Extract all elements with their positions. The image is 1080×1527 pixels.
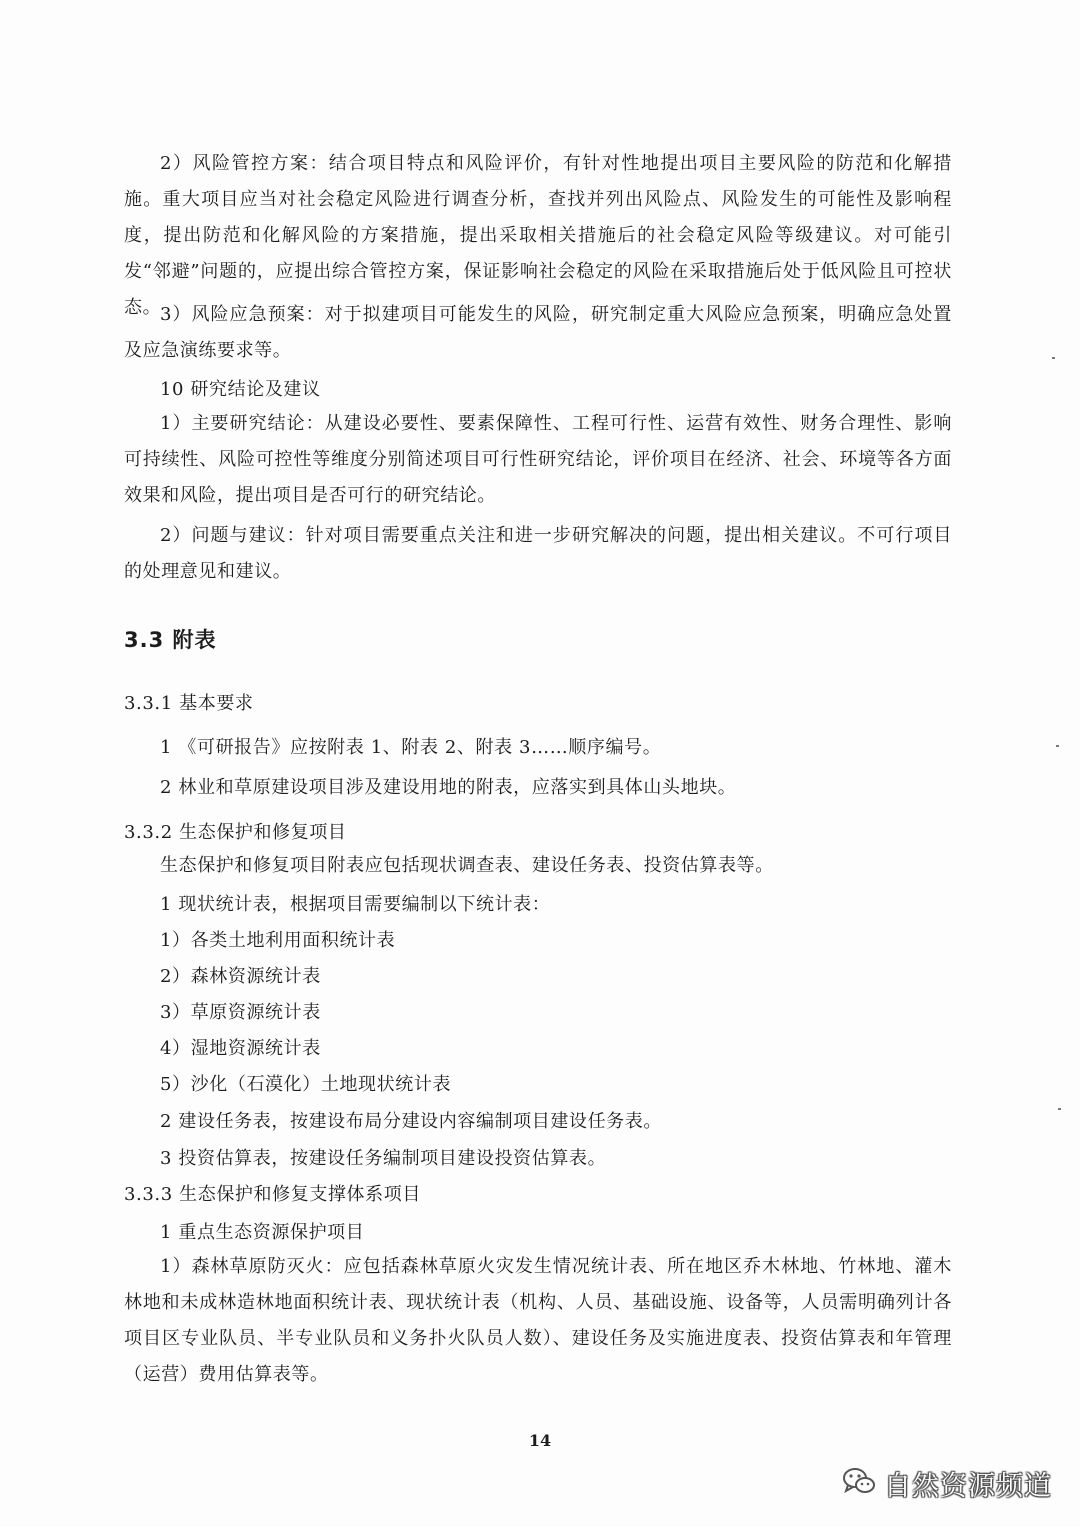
list-item: 5）沙化（石漠化）土地现状统计表 [160,1074,452,1095]
risk-control-paragraph: 2）风险管控方案：结合项目特点和风险评价，有针对性地提出项目主要风险的防范和化解措施。重大项目应当对社会稳定风险进行调查分析，查找并列出风险点、风险发生的可能性及影响程度，提出防范和化解风险的方案措施，提出采取相关措施后的社会稳定风险等级建议。对可能引发“邻避”问题的，应提出综合管控方案，保证影响社会稳定的风险在采取措施后处于低风险且可控状态。 [124,153,952,318]
list-item: 3）草原资源统计表 [160,1002,321,1023]
watermark-text: 自然资源频道 [884,1470,1052,1502]
list-item: 1 《可研报告》应按附表 1、附表 2、附表 3……顺序编号。 [160,737,662,758]
emergency-plan-paragraph: 3）风险应急预案：对于拟建项目可能发生的风险，研究制定重大风险应急预案，明确应急处置及应急演练要求等。 [124,304,952,361]
list-item: 1 重点生态资源保护项目 [160,1222,365,1243]
section-3-3-1-heading: 3.3.1 基本要求 [124,693,254,714]
fire-prevention-paragraph: 1）森林草原防灭火：应包括森林草原火灾发生情况统计表、所在地区乔木林地、竹林地、灌木林地和未成林造林地面积统计表、现状统计表（机构、人员、基础设施、设备等，人员需明确列计各项目区专业队员、半专业队员和义务扑火队员人数）、建设任务及实施进度表、投资估算表和年管理（运营）费用估算表等。 [124,1256,952,1385]
page-number: 14 [528,1431,552,1450]
list-item: 2 林业和草原建设项目涉及建设用地的附表，应落实到具体山头地块。 [160,777,737,798]
list-item: 1）各类土地利用面积统计表 [160,930,396,951]
list-item: 2）森林资源统计表 [160,966,321,987]
section-3-3-2-heading: 3.3.2 生态保护和修复项目 [124,822,347,843]
list-item: 1 现状统计表，根据项目需要编制以下统计表： [160,894,551,915]
suggestions-paragraph: 2）问题与建议：针对项目需要重点关注和进一步研究解决的问题，提出相关建议。不可行项目的处理意见和建议。 [124,525,952,582]
scan-speck [1058,1108,1061,1110]
section-10-heading: 10 研究结论及建议 [160,379,321,400]
scan-speck [1056,745,1059,747]
section-3-3-heading: 3.3 附表 [124,628,217,652]
scan-speck [1052,357,1055,359]
wechat-watermark [842,1463,1052,1503]
conclusions-paragraph: 1）主要研究结论：从建设必要性、要素保障性、工程可行性、运营有效性、财务合理性、影响可持续性、风险可控性等维度分别简述项目可行性研究结论，评价项目在经济、社会、环境等各方面效果和风险，提出项目是否可行的研究结论。 [124,413,952,506]
list-item: 生态保护和修复项目附表应包括现状调查表、建设任务表、投资估算表等。 [160,855,774,876]
wechat-icon [842,1466,876,1500]
list-item: 3 投资估算表，按建设任务编制项目建设投资估算表。 [160,1148,607,1169]
list-item: 4）湿地资源统计表 [160,1038,321,1059]
list-item: 2 建设任务表，按建设布局分建设内容编制项目建设任务表。 [160,1111,662,1132]
section-3-3-3-heading: 3.3.3 生态保护和修复支撑体系项目 [124,1184,421,1205]
